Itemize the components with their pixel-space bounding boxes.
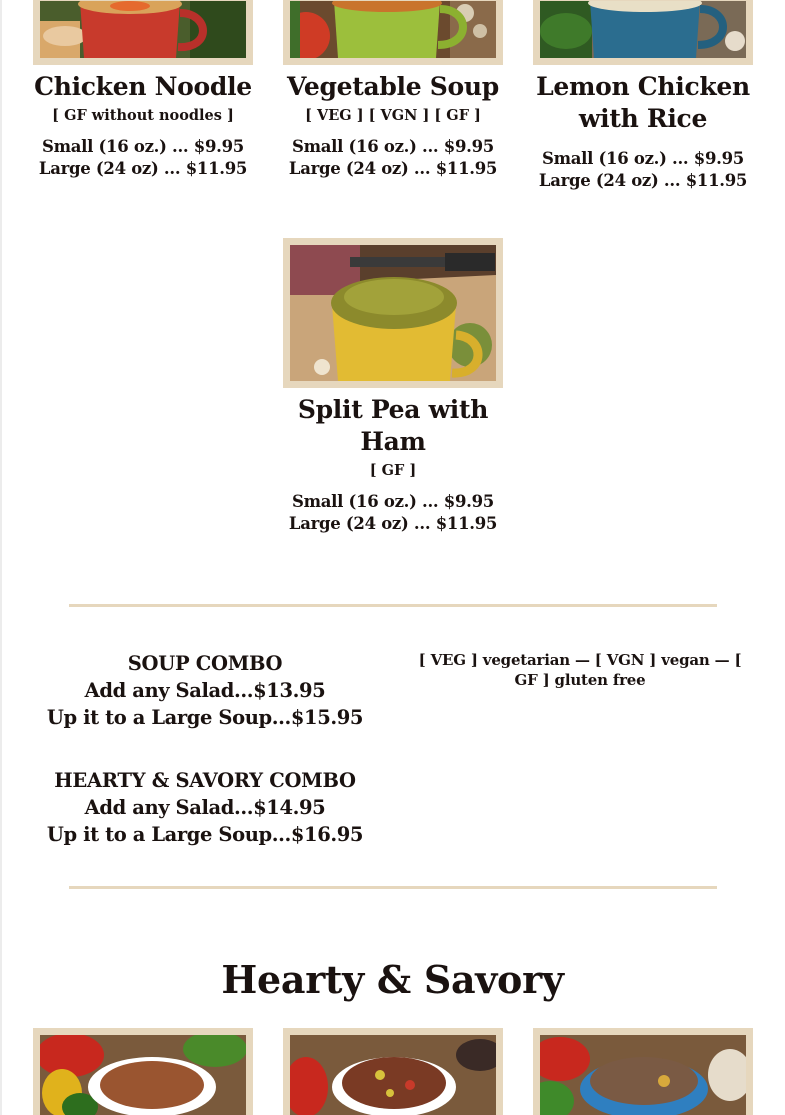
lemon-chicken-rice-soup-photo	[540, 1, 746, 58]
combo-title: HEARTY & SAVORY COMBO	[54, 769, 356, 792]
combo-title: SOUP COMBO	[127, 652, 283, 675]
item-name: Lemon Chicken with Rice	[536, 72, 750, 133]
dietary-legend: [ VEG ] vegetarian — [ VGN ] vegan — [ GF ] gluten free	[418, 651, 742, 689]
photo-frame	[533, 1028, 753, 1115]
menu-item-photo-card	[533, 1028, 753, 1115]
price-small: Small (16 oz.) ... $9.95	[42, 137, 244, 156]
combo-option: Add any Salad...$13.95	[84, 679, 326, 702]
page-left-edge	[0, 0, 2, 1115]
price-small: Small (16 oz.) ... $9.95	[292, 492, 494, 511]
bean-stew-photo	[290, 1035, 496, 1115]
item-name: Chicken Noodle	[34, 72, 252, 101]
menu-item-vegetable-soup	[283, 0, 503, 179]
combo-list	[40, 650, 370, 848]
item-dietary-tags: [ VEG ] [ VGN ] [ GF ]	[305, 107, 481, 124]
price-large: Large (24 oz) ... $11.95	[288, 158, 498, 178]
chili-photo	[40, 1035, 246, 1115]
menu-item-lemon-chicken-rice	[533, 0, 753, 191]
section-divider	[69, 886, 717, 889]
menu-item-chicken-noodle	[33, 0, 253, 179]
photo-frame	[33, 0, 253, 65]
photo-frame	[283, 0, 503, 65]
item-name: Vegetable Soup	[287, 72, 499, 101]
price-large: Large (24 oz) ... $11.95	[288, 513, 498, 533]
menu-item-split-pea-ham	[283, 238, 503, 534]
price-small: Small (16 oz.) ... $9.95	[542, 149, 744, 168]
combo-option: Up it to a Large Soup...$16.95	[46, 823, 364, 846]
price-small: Small (16 oz.) ... $9.95	[292, 137, 494, 156]
menu-item-photo-card	[283, 1028, 503, 1115]
beef-stew-photo	[540, 1035, 746, 1115]
combo-option: Up it to a Large Soup...$15.95	[46, 706, 364, 729]
price-large: Large (24 oz) ... $11.95	[38, 158, 248, 178]
chicken-noodle-soup-photo	[40, 1, 246, 58]
item-name: Split Pea with Ham	[297, 395, 489, 456]
section-divider	[69, 604, 717, 607]
item-dietary-tags: [ GF ]	[369, 462, 417, 479]
photo-frame	[283, 238, 503, 388]
combo-soup	[40, 650, 370, 731]
item-dietary-tags: [ GF without noodles ]	[52, 107, 234, 124]
vegetable-soup-photo	[290, 1, 496, 58]
combo-option: Add any Salad...$14.95	[84, 796, 326, 819]
combo-hearty-savory	[40, 767, 370, 848]
split-pea-ham-soup-photo	[290, 245, 496, 381]
section-title: Hearty & Savory	[221, 957, 564, 1002]
price-large: Large (24 oz) ... $11.95	[538, 170, 748, 190]
photo-frame	[533, 0, 753, 65]
photo-frame	[33, 1028, 253, 1115]
photo-frame	[283, 1028, 503, 1115]
menu-item-photo-card	[33, 1028, 253, 1115]
